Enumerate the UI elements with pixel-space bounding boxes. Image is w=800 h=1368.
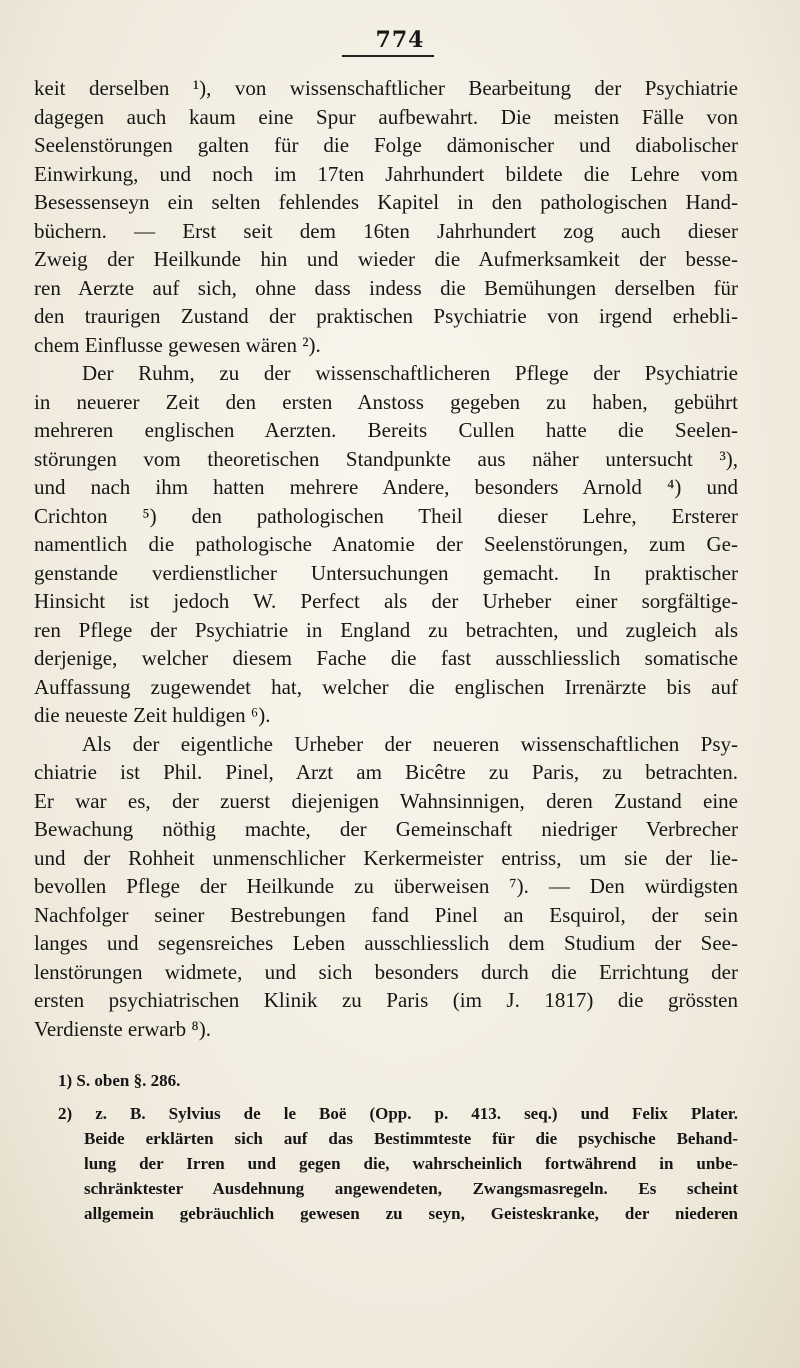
text-line: mehreren englischen Aerzten. Bereits Cullen hatte die Seelen- bbox=[34, 418, 738, 442]
text-line: genstande verdienstlicher Untersuchungen gemacht. In praktischer bbox=[34, 560, 738, 585]
text-line: den traurigen Zustand der praktischen Psychiatrie von irgend erhebli- bbox=[34, 304, 738, 328]
text-line: Einwirkung, und noch im 17ten Jahrhundert bildete die Lehre vom bbox=[34, 161, 738, 186]
text-line: ren Pflege der Psychiatrie in England zu betrachten, und zugleich als bbox=[34, 617, 738, 642]
footnotes bbox=[34, 1068, 738, 1226]
text-line: und nach ihm hatten mehrere Andere, besonders Arnold ⁴) und bbox=[34, 475, 738, 499]
text-line: Seelenstörungen galten für die Folge dämonischer und diabolischer bbox=[34, 133, 738, 157]
text-line: lenstörungen widmete, und sich besonders durch die Errichtung der bbox=[34, 959, 738, 984]
footnote-2-line: schränktester Ausdehnung angewendeten, Zwangsmasregeln. Es scheint bbox=[84, 1179, 738, 1198]
text-line: die neueste Zeit huldigen ⁶). bbox=[34, 703, 271, 727]
text-line: keit derselben ¹), von wissenschaftlicher Bearbeitung der Psychiatrie bbox=[34, 76, 738, 100]
footnote-2-line: Beide erklärten sich auf das Bestimmteste für die psychische Behand- bbox=[84, 1129, 738, 1148]
text-line: langes und segensreiches Leben ausschliesslich dem Studium der See- bbox=[34, 931, 738, 955]
text-line: ersten psychiatrischen Klinik zu Paris (im J. 1817) die grössten bbox=[34, 988, 738, 1012]
text-line: Auffassung zugewendet hat, welcher die englischen Irrenärzte bis auf bbox=[34, 674, 738, 699]
text-line: Crichton ⁵) den pathologischen Theil dieser Lehre, Ersterer bbox=[34, 503, 738, 528]
text-line: büchern. — Erst seit dem 16ten Jahrhundert zog auch dieser bbox=[34, 218, 738, 243]
footnote-2-head: 2) z. B. Sylvius de le Boë (Opp. p. 413. seq.) und Felix Plater. bbox=[58, 1104, 738, 1123]
text-line: in neuerer Zeit den ersten Anstoss gegeben zu haben, gebührt bbox=[34, 389, 738, 414]
text-line: Hinsicht ist jedoch W. Perfect als der Urheber einer sorgfältige- bbox=[34, 589, 738, 613]
text-line: Bewachung nöthig machte, der Gemeinschaft niedriger Verbrecher bbox=[34, 817, 738, 841]
text-line: derjenige, welcher diesem Fache die fast ausschliesslich somatische bbox=[34, 646, 738, 670]
header-rule bbox=[342, 55, 434, 57]
text-line: störungen vom theoretischen Standpunkte aus näher untersucht ³), bbox=[34, 446, 738, 471]
text-line: Er war es, der zuerst diejenigen Wahnsinnigen, deren Zustand eine bbox=[34, 788, 738, 813]
footnote-gap bbox=[34, 1093, 738, 1101]
text-line: bevollen Pflege der Heilkunde zu überweisen ⁷). — Den würdigsten bbox=[34, 874, 738, 898]
text-line: Verdienste erwarb ⁸). bbox=[34, 1016, 211, 1041]
body-text bbox=[34, 74, 738, 1043]
text-line: chiatrie ist Phil. Pinel, Arzt am Bicêtre zu Paris, zu betrachten. bbox=[34, 760, 738, 784]
text-line: ren Aerzte auf sich, ohne dass indess die Bemühungen derselben für bbox=[34, 275, 738, 300]
page-number: 774 bbox=[375, 27, 425, 53]
text-line: und der Rohheit unmenschlicher Kerkermeister entriss, um sie der lie- bbox=[34, 845, 738, 870]
footnote-1: 1) S. oben §. 286. bbox=[58, 1071, 181, 1090]
footnote-2-line: lung der Irren und gegen die, wahrscheinlich fortwährend in unbe- bbox=[84, 1154, 738, 1173]
text-line: Zweig der Heilkunde hin und wieder die Aufmerksamkeit der besse- bbox=[34, 247, 738, 271]
text-line: Der Ruhm, zu der wissenschaftlicheren Pflege der Psychiatrie bbox=[82, 361, 738, 385]
text-line: Besessenseyn ein selten fehlendes Kapitel in den pathologischen Hand- bbox=[34, 190, 738, 214]
footnote-2-line: allgemein gebräuchlich gewesen zu seyn, Geisteskranke, der niederen bbox=[84, 1204, 738, 1223]
text-line: dagegen auch kaum eine Spur aufbewahrt. Die meisten Fälle von bbox=[34, 104, 738, 129]
text-line: Nachfolger seiner Bestrebungen fand Pinel an Esquirol, der sein bbox=[34, 902, 738, 927]
text-line: namentlich die pathologische Anatomie der Seelenstörungen, zum Ge- bbox=[34, 532, 738, 556]
text-line: chem Einflusse gewesen wären ²). bbox=[34, 332, 321, 357]
text-line: Als der eigentliche Urheber der neueren wissenschaftlichen Psy- bbox=[82, 731, 738, 756]
